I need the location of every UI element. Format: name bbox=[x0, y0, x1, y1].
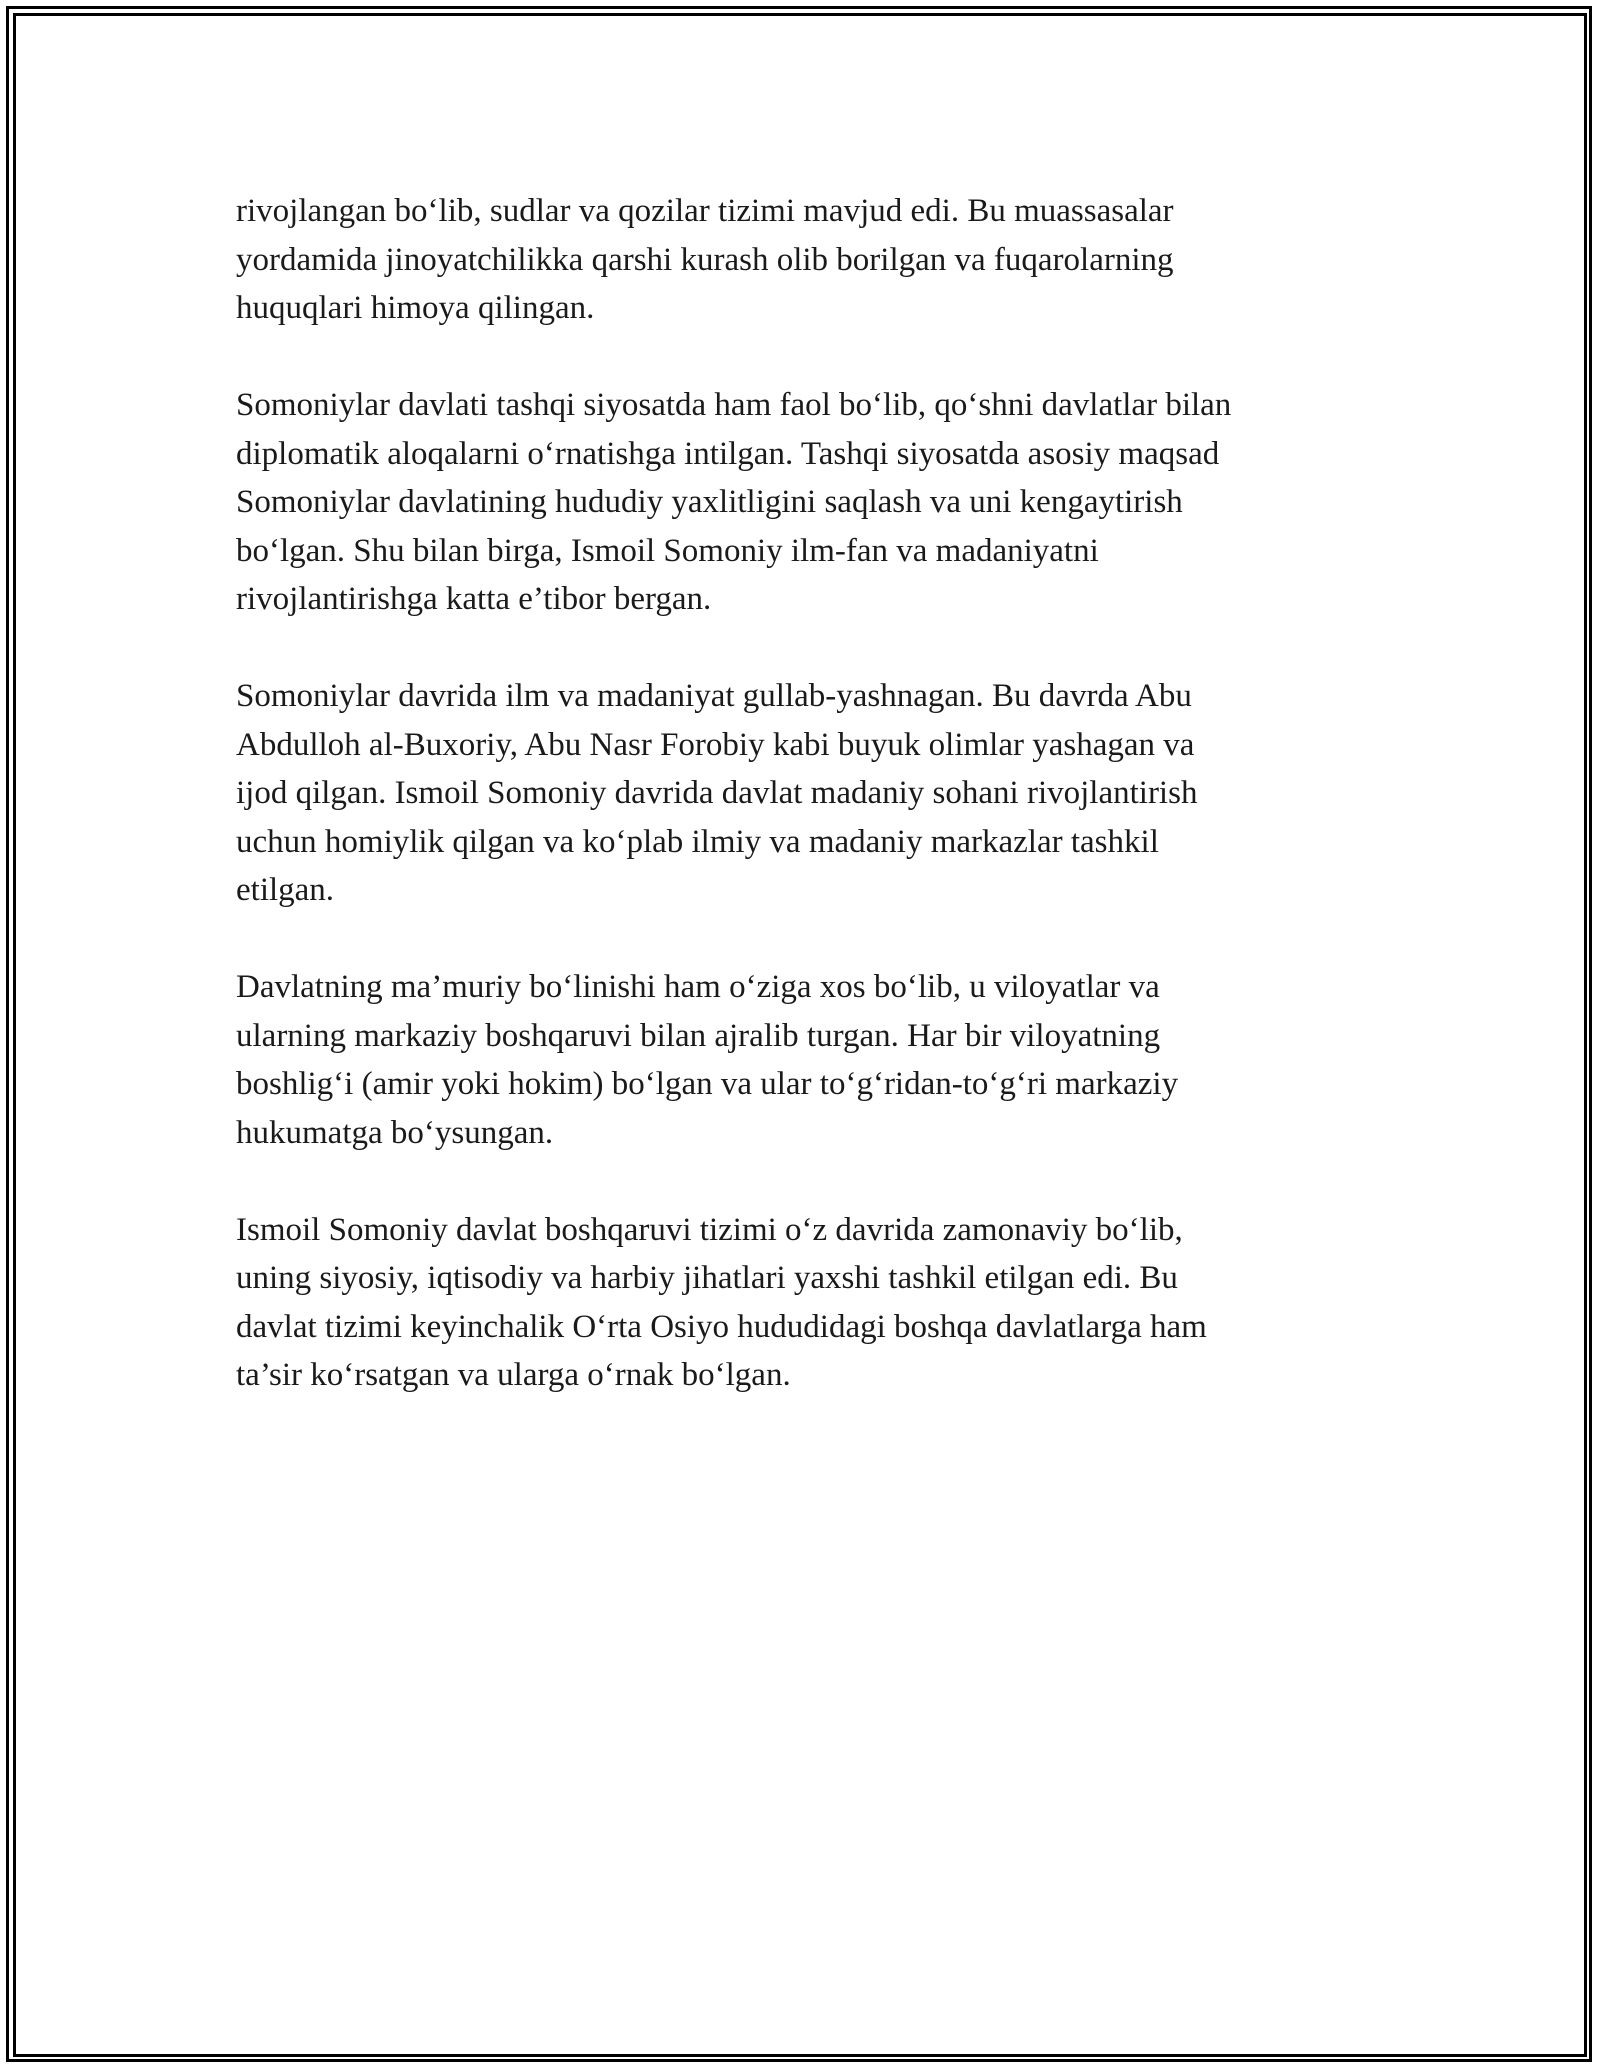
text-line: ijod qilgan. Ismoil Somoniy davrida davlat madaniy sohani rivojlantirish bbox=[236, 775, 1198, 811]
text-line: Somoniylar davlati tashqi siyosatda ham faol bo‘lib, qo‘shni davlatlar bilan bbox=[236, 387, 1232, 423]
text-line: Abdulloh al-Buxoriy, Abu Nasr Forobiy kabi buyuk olimlar yashagan va bbox=[236, 726, 1195, 763]
text-line: bo‘lgan. Shu bilan birga, Ismoil Somoniy ilm-fan va madaniyatni bbox=[236, 532, 1099, 569]
text-line: Davlatning ma’muriy bo‘linishi ham o‘ziga xos bo‘lib, u viloyatlar va bbox=[236, 969, 1160, 1005]
text-line: rivojlangan bo‘lib, sudlar va qozilar tizimi mavjud edi. Bu muassasalar bbox=[236, 193, 1174, 229]
text-line: Somoniylar davlatining hududiy yaxlitligini saqlash va uni kengaytirish bbox=[236, 484, 1183, 520]
text-line: Ismoil Somoniy davlat boshqaruvi tizimi o‘z davrida zamonaviy bo‘lib, bbox=[236, 1211, 1183, 1248]
text-line: hukumatga bo‘ysungan. bbox=[236, 1114, 554, 1151]
text-line: uning siyosiy, iqtisodiy va harbiy jihatlari yaxshi tashkil etilgan edi. Bu bbox=[236, 1260, 1178, 1296]
text-line: huquqlari himoya qilingan. bbox=[236, 290, 595, 326]
paragraph-foreign-policy bbox=[236, 381, 1356, 624]
text-line: uchun homiylik qilgan va ko‘plab ilmiy va madaniy markazlar tashkil bbox=[236, 823, 1159, 860]
text-line: etilgan. bbox=[236, 872, 335, 908]
text-line: Somoniylar davrida ilm va madaniyat gullab-yashnagan. Bu davrda Abu bbox=[236, 678, 1192, 714]
document-body bbox=[236, 187, 1356, 1448]
paragraph-judicial-system bbox=[236, 187, 1356, 333]
text-line: boshlig‘i (amir yoki hokim) bo‘lgan va ular to‘g‘ridan-to‘g‘ri markaziy bbox=[236, 1066, 1179, 1102]
text-line: ta’sir ko‘rsatgan va ularga o‘rnak bo‘lgan. bbox=[236, 1357, 791, 1393]
paragraph-administrative-division bbox=[236, 963, 1356, 1157]
paragraph-governance-legacy bbox=[236, 1206, 1356, 1400]
text-line: ularning markaziy boshqaruvi bilan ajralib turgan. Har bir viloyatning bbox=[236, 1017, 1161, 1054]
text-line: yordamida jinoyatchilikka qarshi kurash olib borilgan va fuqarolarning bbox=[236, 241, 1174, 278]
text-line: davlat tizimi keyinchalik O‘rta Osiyo hududidagi boshqa davlatlarga ham bbox=[236, 1308, 1207, 1345]
text-line: rivojlantirishga katta e’tibor bergan. bbox=[236, 581, 712, 617]
paragraph-science-culture bbox=[236, 672, 1356, 915]
text-line: diplomatik aloqalarni o‘rnatishga intilgan. Tashqi siyosatda asosiy maqsad bbox=[236, 435, 1220, 472]
